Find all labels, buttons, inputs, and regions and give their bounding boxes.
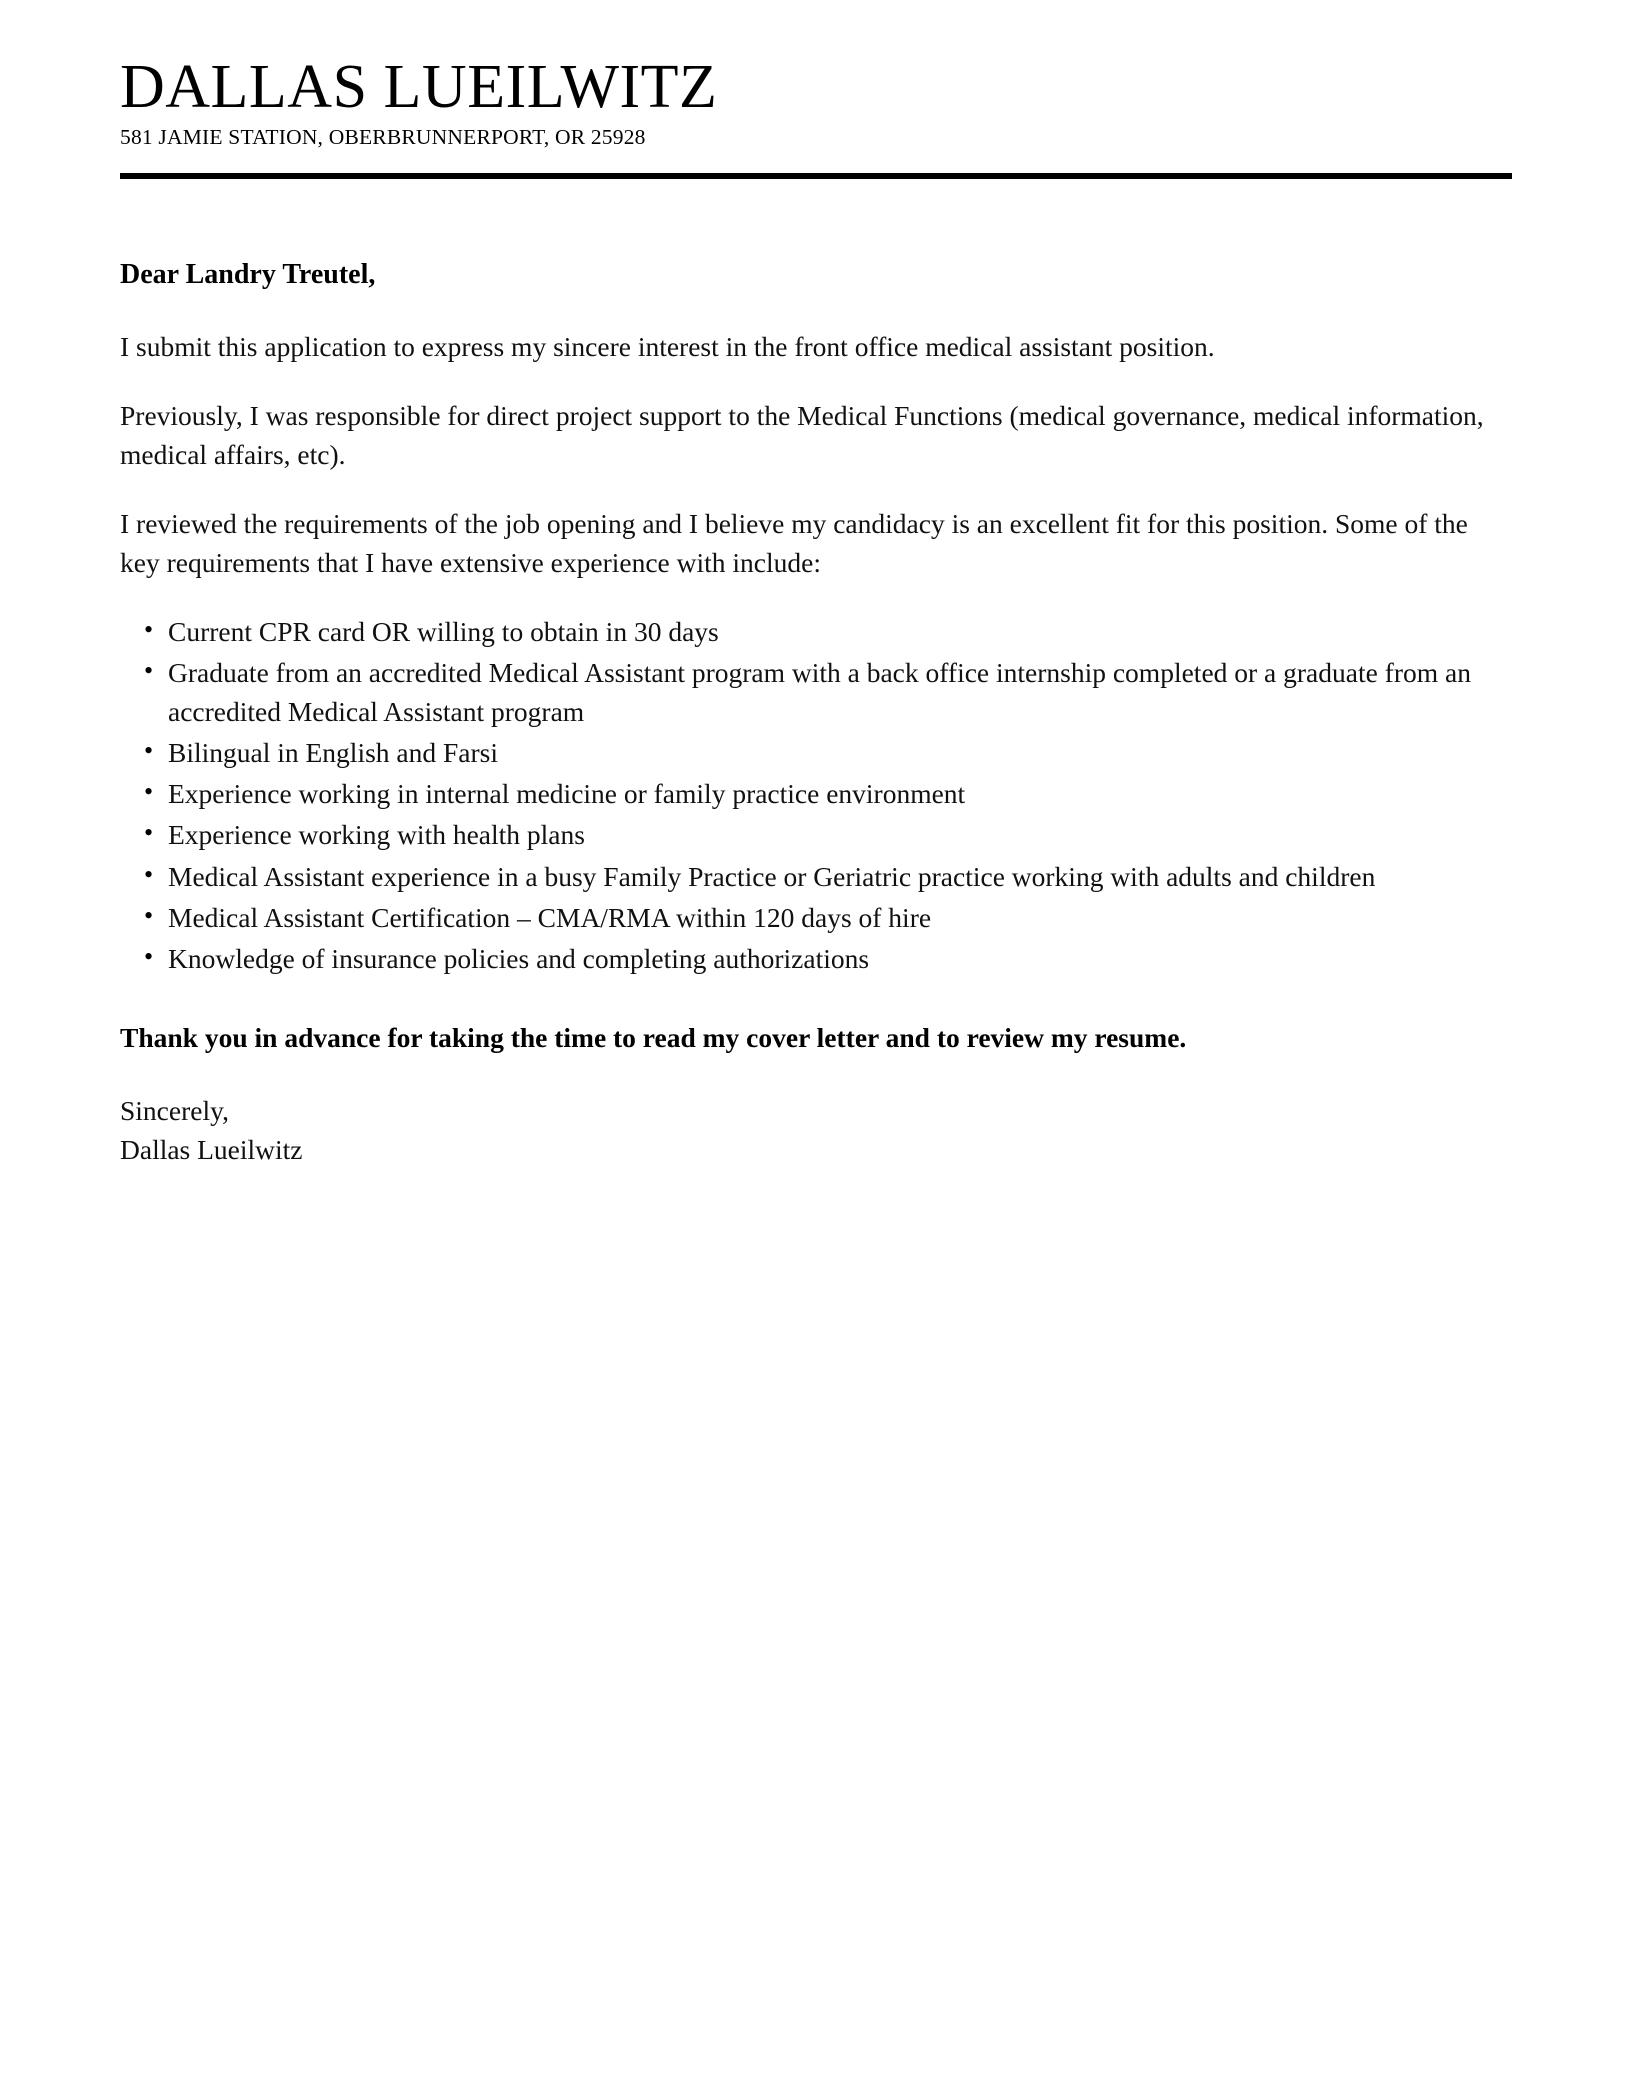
- list-item: • Bilingual in English and Farsi: [120, 733, 1512, 772]
- requirements-list: [120, 612, 1512, 977]
- list-item: • Graduate from an accredited Medical Assistant program with a back office internship completed or a graduate from an accredited Medical Assistant program: [120, 653, 1512, 731]
- signature-closing: Sincerely,: [120, 1094, 229, 1126]
- page-title: DALLAS LUEILWITZ: [120, 53, 718, 121]
- list-item: • Experience working in internal medicine or family practice environment: [120, 774, 1512, 813]
- header-divider: [120, 173, 1512, 179]
- list-item: • Medical Assistant Certification – CMA/RMA within 120 days of hire: [120, 898, 1512, 937]
- body-paragraph-1: I submit this application to express my sincere interest in the front office medical assistant position.: [120, 331, 1215, 363]
- letterhead: [120, 55, 1512, 179]
- signature-name: Dallas Lueilwitz: [120, 1133, 303, 1165]
- closing-statement: Thank you in advance for taking the time to read my cover letter and to review my resume.: [120, 1021, 1187, 1053]
- body-paragraph-2: Previously, I was responsible for direct project support to the Medical Functions (medical governance, medical information, medical affairs, etc).: [120, 400, 1484, 471]
- salutation: Dear Landry Treutel,: [120, 259, 376, 291]
- address-line: 581 JAMIE STATION, OBERBRUNNERPORT, OR 25928: [120, 125, 646, 150]
- body-paragraph-3: I reviewed the requirements of the job opening and I believe my candidacy is an excellent fit for this position. Some of the key requirements that I have extensive experience with include:: [120, 508, 1468, 579]
- list-item: • Knowledge of insurance policies and completing authorizations: [120, 939, 1512, 978]
- list-item: • Medical Assistant experience in a busy Family Practice or Geriatric practice working with adults and children: [120, 857, 1512, 896]
- signature-block: [120, 1091, 1512, 1169]
- list-item: • Current CPR card OR willing to obtain in 30 days: [120, 612, 1512, 651]
- letter-body: [120, 255, 1512, 1169]
- list-item: • Experience working with health plans: [120, 815, 1512, 854]
